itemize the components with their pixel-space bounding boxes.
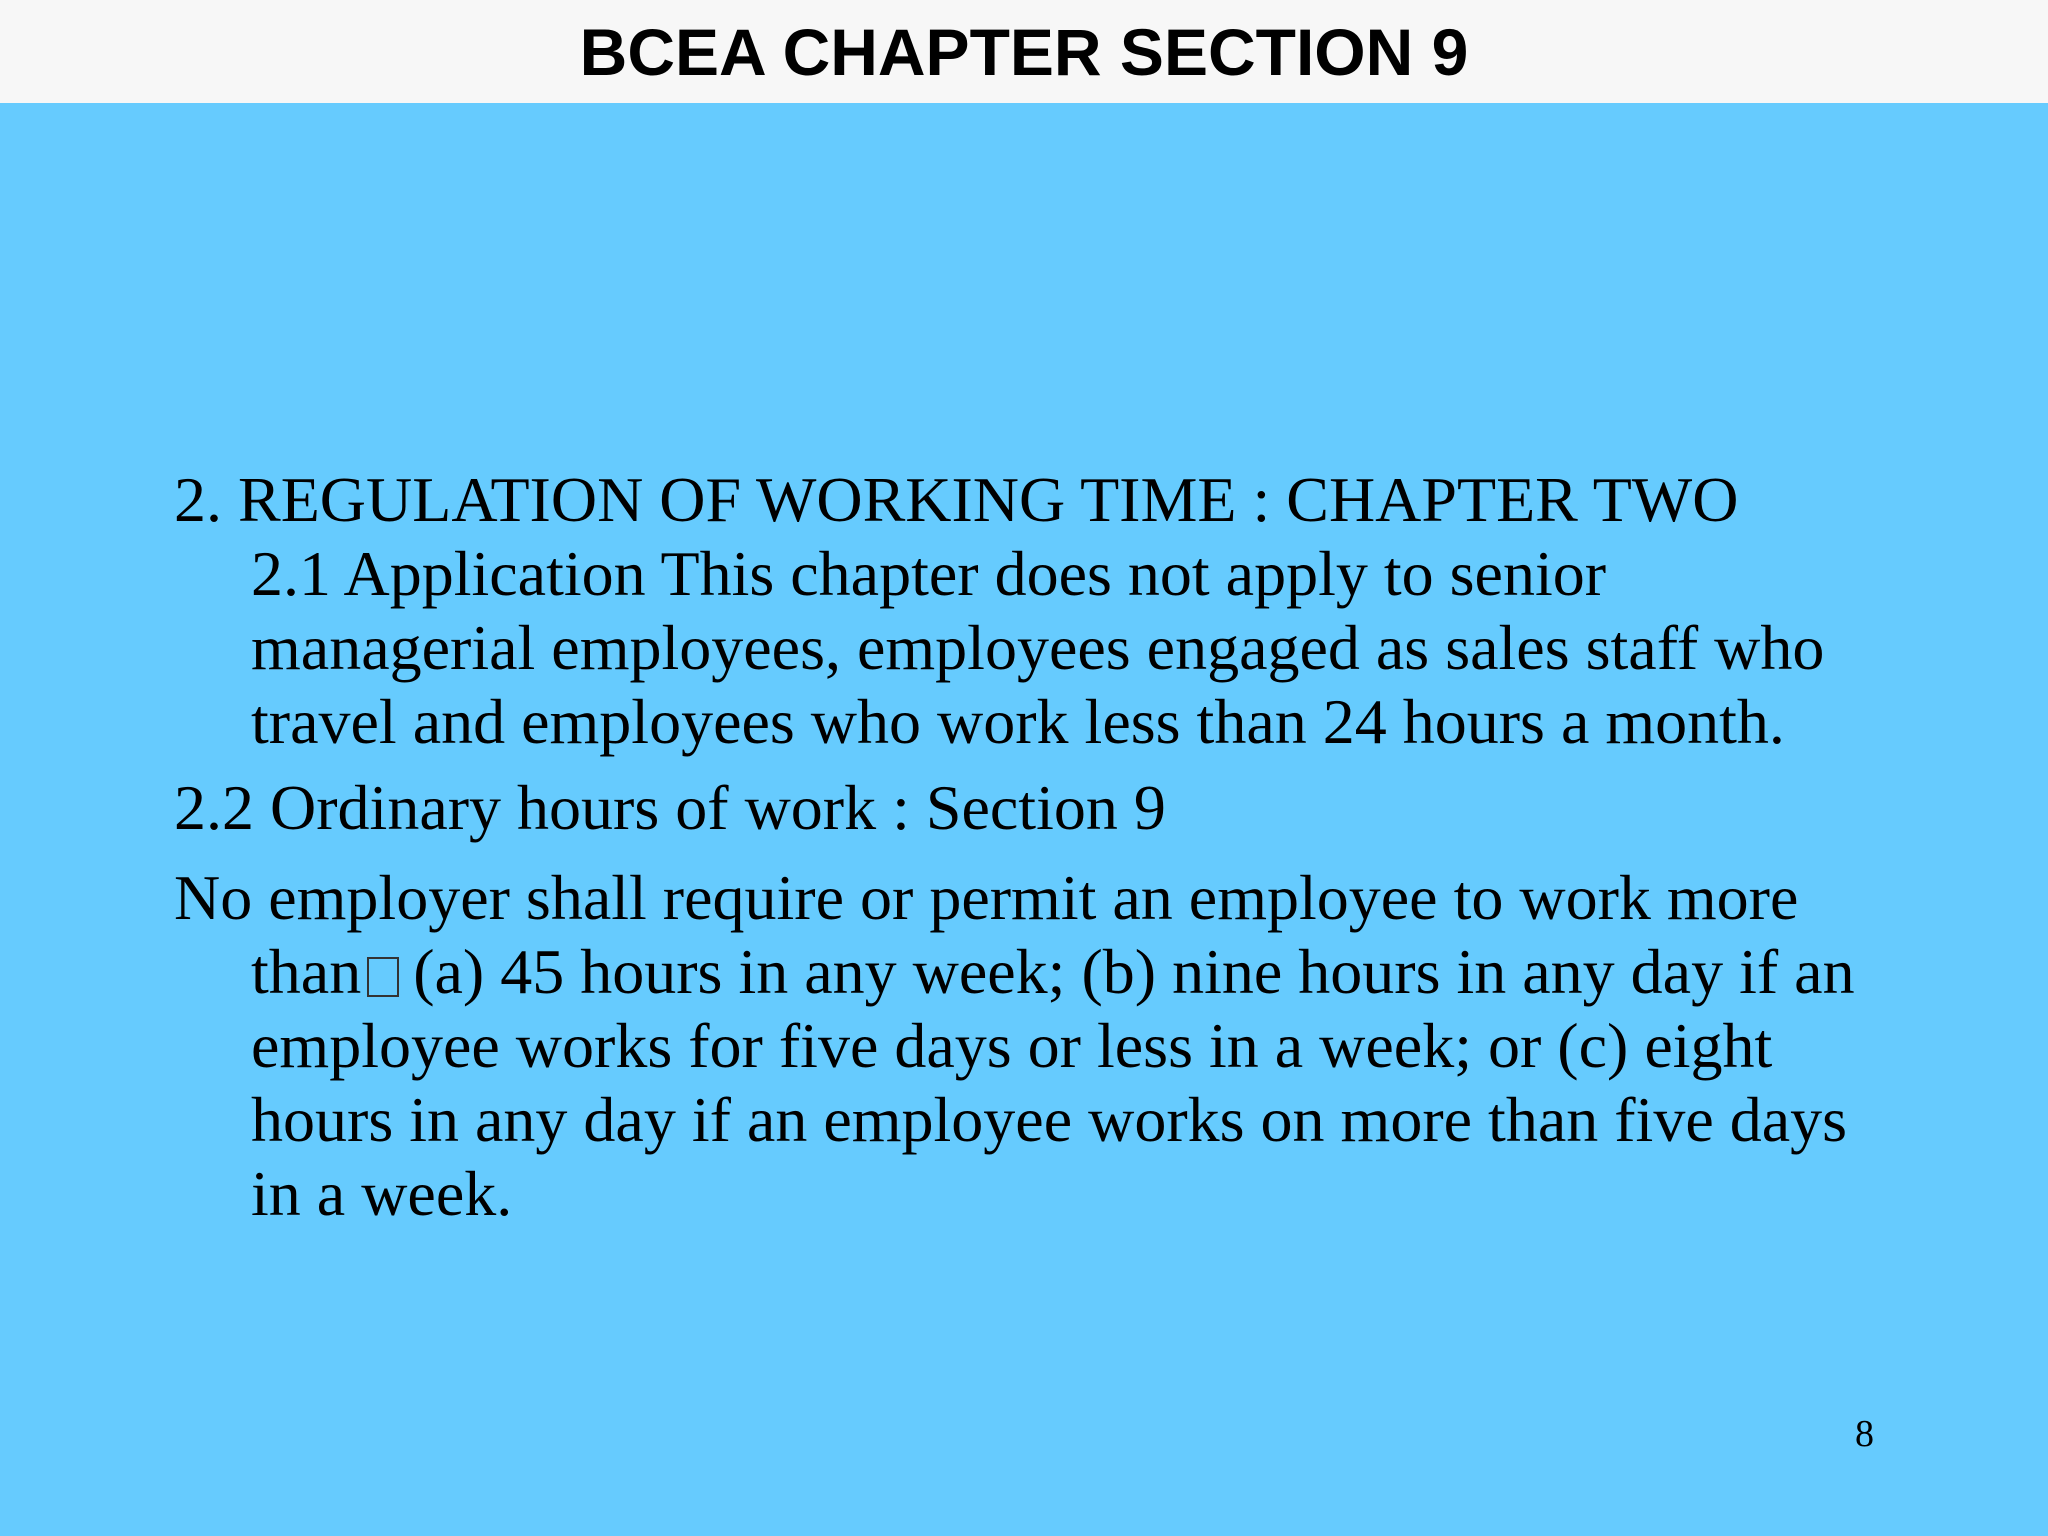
rule-lead: No employer shall require or permit an employee to work more than	[174, 862, 1799, 1007]
title-bar	[0, 0, 2048, 103]
ordinary-hours-paragraph	[174, 771, 1874, 845]
page-number: 8	[1855, 1413, 1874, 1455]
heading-main-paragraph	[174, 463, 1874, 759]
rule-terms: (a) 45 hours in any week; (b) nine hours in any day if an employee works for five days or less in a week; or (c) eight hours in any day if an employee works on more than five days in a week.	[251, 936, 1855, 1229]
missing-glyph-box-icon	[367, 957, 399, 997]
slide-title: BCEA CHAPTER SECTION 9	[579, 14, 1469, 89]
rule-paragraph	[174, 861, 1874, 1231]
heading-main: 2. REGULATION OF WORKING TIME : CHAPTER TWO	[174, 464, 1739, 535]
ordinary-hours-heading: 2.2 Ordinary hours of work : Section 9	[174, 772, 1166, 843]
application-text: 2.1 Application This chapter does not apply to senior managerial employees, employees engaged as sales staff who travel and employees who work less than 24 hours a month.	[251, 538, 1825, 757]
slide-body	[174, 463, 1874, 1231]
